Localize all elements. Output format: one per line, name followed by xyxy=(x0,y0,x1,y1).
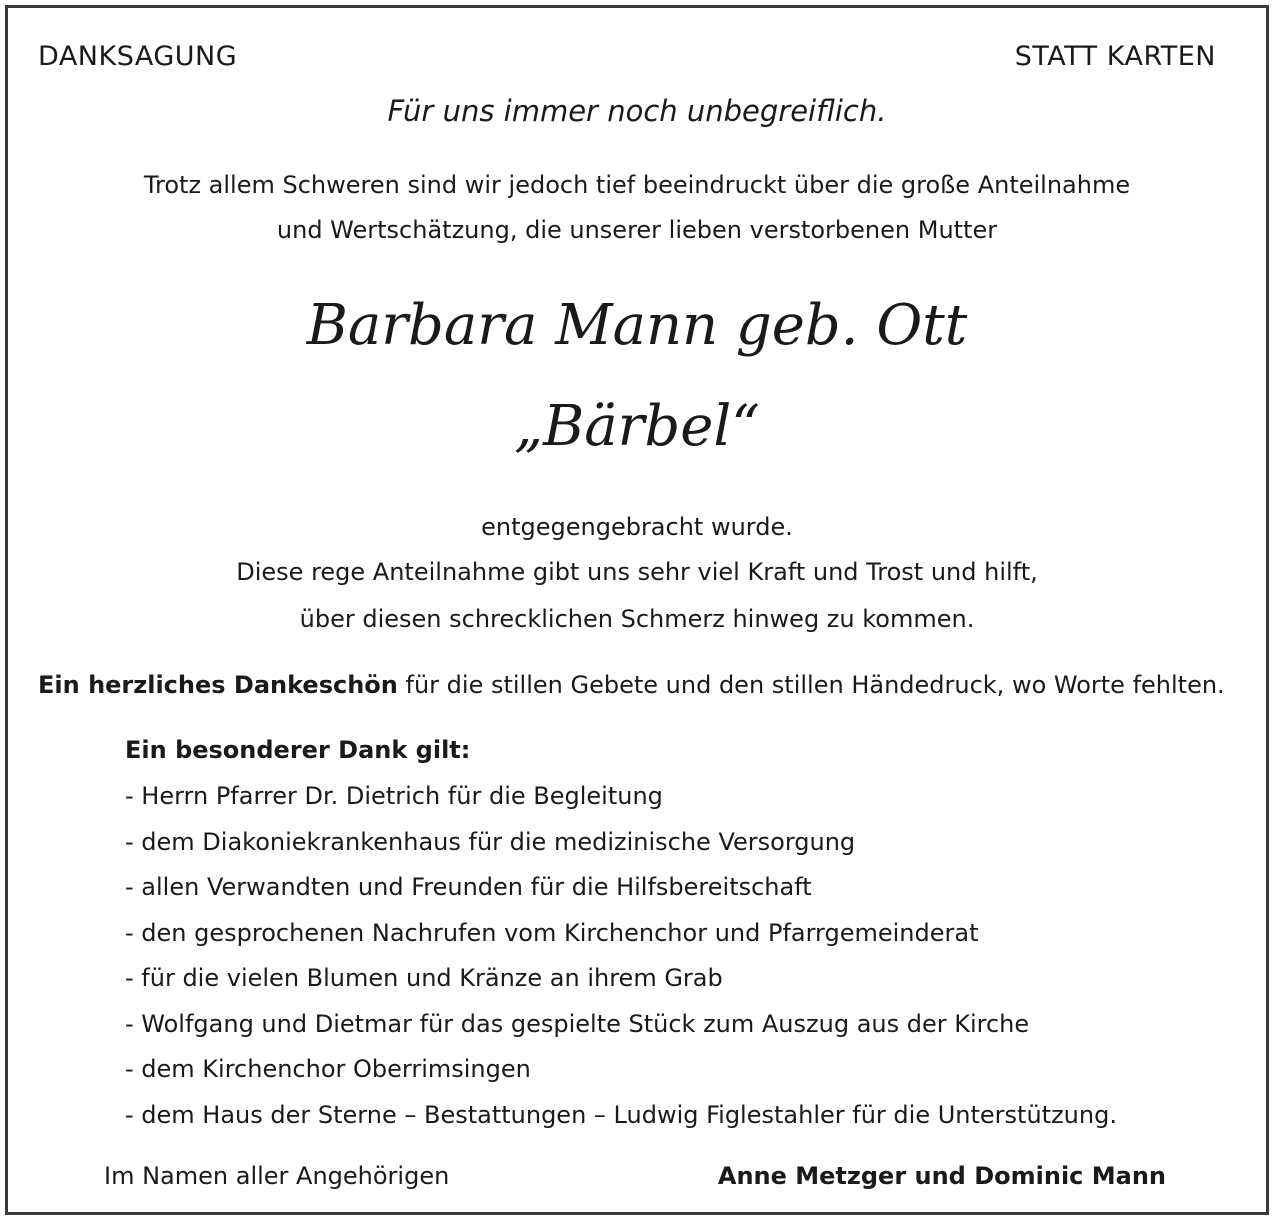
list-item: - dem Haus der Sterne – Bestattungen – Ludwig Figlestahler für die Unterstützung. xyxy=(125,1100,1117,1129)
notice-frame xyxy=(5,5,1269,1215)
intro-line-1: Trotz allem Schweren sind wir jedoch tief beeindruckt über die große Anteilnahme xyxy=(143,171,1131,199)
body-line-1: entgegengebracht wurde. xyxy=(481,513,793,541)
intro-line-2: und Wertschätzung, die unserer lieben verstorbenen Mutter xyxy=(276,216,998,244)
thanks-bold: Ein herzliches Dankeschön xyxy=(38,671,398,699)
list-item: - Wolfgang und Dietmar für das gespielte Stück zum Auszug aus der Kirche xyxy=(125,1009,1030,1038)
body-line-3: über diesen schrecklichen Schmerz hinweg zu kommen. xyxy=(299,605,975,633)
deceased-nickname: „Bärbel“ xyxy=(514,394,760,459)
tagline: Für uns immer noch unbegreiflich. xyxy=(387,94,887,128)
deceased-name: Barbara Mann geb. Ott xyxy=(306,293,968,358)
thanks-line xyxy=(38,671,1225,699)
header-right: STATT KARTEN xyxy=(1014,41,1216,72)
signature-left: Im Namen aller Angehörigen xyxy=(104,1162,450,1190)
body-line-2: Diese rege Anteilnahme gibt uns sehr viel Kraft und Trost und hilft, xyxy=(236,558,1038,586)
list-item: - dem Diakoniekrankenhaus für die medizinische Versorgung xyxy=(125,827,856,856)
list-item: - den gesprochenen Nachrufen vom Kirchenchor und Pfarrgemeinderat xyxy=(125,918,979,947)
header-left: DANKSAGUNG xyxy=(38,41,238,72)
list-item: - für die vielen Blumen und Kränze an ihrem Grab xyxy=(125,964,723,992)
signature-right: Anne Metzger und Dominic Mann xyxy=(717,1162,1166,1190)
special-thanks-list xyxy=(125,778,1117,1142)
list-item: - allen Verwandten und Freunden für die Hilfsbereitschaft xyxy=(125,873,812,901)
list-item: - dem Kirchenchor Oberrimsingen xyxy=(125,1055,531,1083)
special-thanks-heading: Ein besonderer Dank gilt: xyxy=(125,736,471,764)
list-item: - Herrn Pfarrer Dr. Dietrich für die Begleitung xyxy=(125,782,663,810)
thanks-rest: für die stillen Gebete und den stillen Händedruck, wo Worte fehlten. xyxy=(397,671,1225,699)
